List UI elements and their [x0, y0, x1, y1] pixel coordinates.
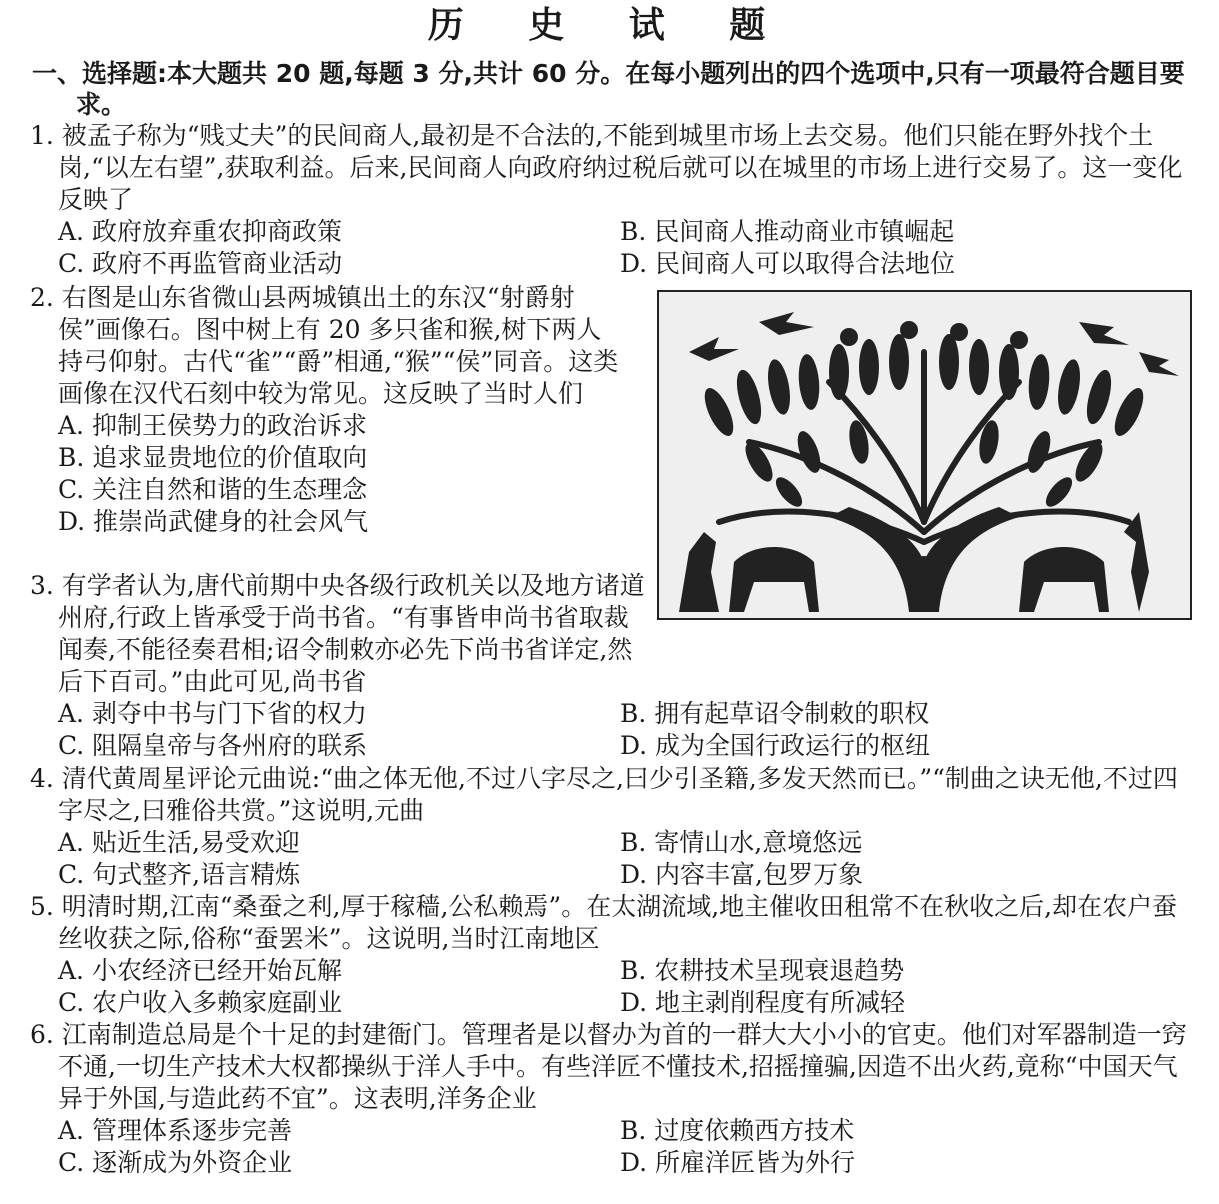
option-a[interactable]: A. 管理体系逐步完善: [58, 1116, 292, 1145]
option-a[interactable]: A. 抑制王侯势力的政治诉求: [58, 411, 367, 440]
option-c[interactable]: C. 农户收入多赖家庭副业: [58, 988, 343, 1017]
option-b[interactable]: B. 民间商人推动商业市镇崛起: [620, 217, 955, 246]
option-c[interactable]: C. 句式整齐,语言精炼: [58, 860, 301, 889]
option-d[interactable]: D. 推崇尚武健身的社会风气: [58, 507, 369, 536]
option-c[interactable]: C. 政府不再监管商业活动: [58, 249, 343, 278]
question-stem: 5. 明清时期,江南“桑蚕之利,厚于稼穑,公私赖焉”。在太湖流域,地主催收田租常不在秋收之后,却在农户蚕丝收获之际,俗称“蚕罢米”。这说明,当时江南地区: [30, 892, 1178, 953]
question-stem: 4. 清代黄周星评论元曲说:“曲之体无他,不过八字尽之,曰少引圣籍,多发天然而已。”“制曲之诀无他,不过四字尽之,曰雅俗共赏。”这说明,元曲: [30, 764, 1178, 825]
question-stem-text: 3. 有学者认为,唐代前期中央各级行政机关以及地方诸道州府,行政上皆承受于尚书省。“有事皆申尚书省取裁闻奏,不能径奏君相;诏令制敕亦必先下尚书省详定,然后下百司。”由此可见,尚书省: [30, 571, 645, 696]
question-stem: 1. 被孟子称为“贱丈夫”的民间商人,最初是不合法的,不能到城里市场上去交易。他们只能在野外找个土岗,“以左右望”,获取利益。后来,民间商人向政府纳过税后就可以在城里的市场上进行交易了。这一变化反映了: [30, 121, 1183, 214]
option-b[interactable]: B. 追求显贵地位的价值取向: [58, 443, 368, 472]
option-d[interactable]: D. 民间商人可以取得合法地位: [620, 249, 956, 278]
question-2: [30, 282, 620, 538]
question-stem: 6. 江南制造总局是个十足的封建衙门。管理者是以督办为首的一群大大小小的官吏。他们对军器制造一窍不通,一切生产技术大权都操纵于洋人手中。有些洋匠不懂技术,招摇撞骗,因造不出火药,竟称“中国天气异于外国,与造此药不宜”。这表明,洋务企业: [30, 1020, 1187, 1113]
option-c[interactable]: C. 逐渐成为外资企业: [58, 1148, 293, 1177]
option-d[interactable]: D. 地主剥削程度有所减轻: [620, 988, 906, 1017]
option-b[interactable]: B. 过度依赖西方技术: [620, 1116, 855, 1145]
option-c[interactable]: C. 关注自然和谐的生态理念: [58, 475, 368, 504]
question-3: [30, 570, 1195, 762]
option-b[interactable]: B. 寄情山水,意境悠远: [620, 828, 863, 857]
option-d[interactable]: D. 所雇洋匠皆为外行: [620, 1148, 856, 1177]
option-a[interactable]: A. 政府放弃重农抑商政策: [58, 217, 342, 246]
question-stem: 2. 右图是山东省微山县两城镇出土的东汉“射爵射侯”画像石。图中树上有 20 多只雀和猴,树下两人持弓仰射。古代“雀”“爵”相通,“猴”“侯”同音。这类画像在汉代石刻中较为常见。这反映了当时人们: [30, 283, 619, 408]
question-stem: [30, 570, 648, 698]
option-a[interactable]: A. 贴近生活,易受欢迎: [58, 828, 300, 857]
question-4: [30, 763, 1195, 891]
option-a[interactable]: A. 剥夺中书与门下省的权力: [58, 699, 367, 728]
section-heading: [32, 58, 1197, 120]
section-heading-lead: 一、选择题:: [32, 59, 167, 88]
option-d[interactable]: D. 内容丰富,包罗万象: [620, 860, 863, 889]
page-title: 历 史 试 题: [427, 5, 792, 46]
option-a[interactable]: A. 小农经济已经开始瓦解: [58, 956, 342, 985]
question-5: [30, 891, 1195, 1019]
option-d[interactable]: D. 成为全国行政运行的枢纽: [620, 731, 931, 760]
section-heading-rest: 本大题共 20 题,每题 3 分,共计 60 分。在每小题列出的四个选项中,只有一项最符合题目要求。: [76, 59, 1185, 119]
option-b[interactable]: B. 拥有起草诏令制敕的职权: [620, 699, 930, 728]
question-6: [30, 1019, 1195, 1179]
option-c[interactable]: C. 阻隔皇帝与各州府的联系: [58, 731, 368, 760]
question-1: [30, 120, 1195, 280]
option-b[interactable]: B. 农耕技术呈现衰退趋势: [620, 956, 905, 985]
